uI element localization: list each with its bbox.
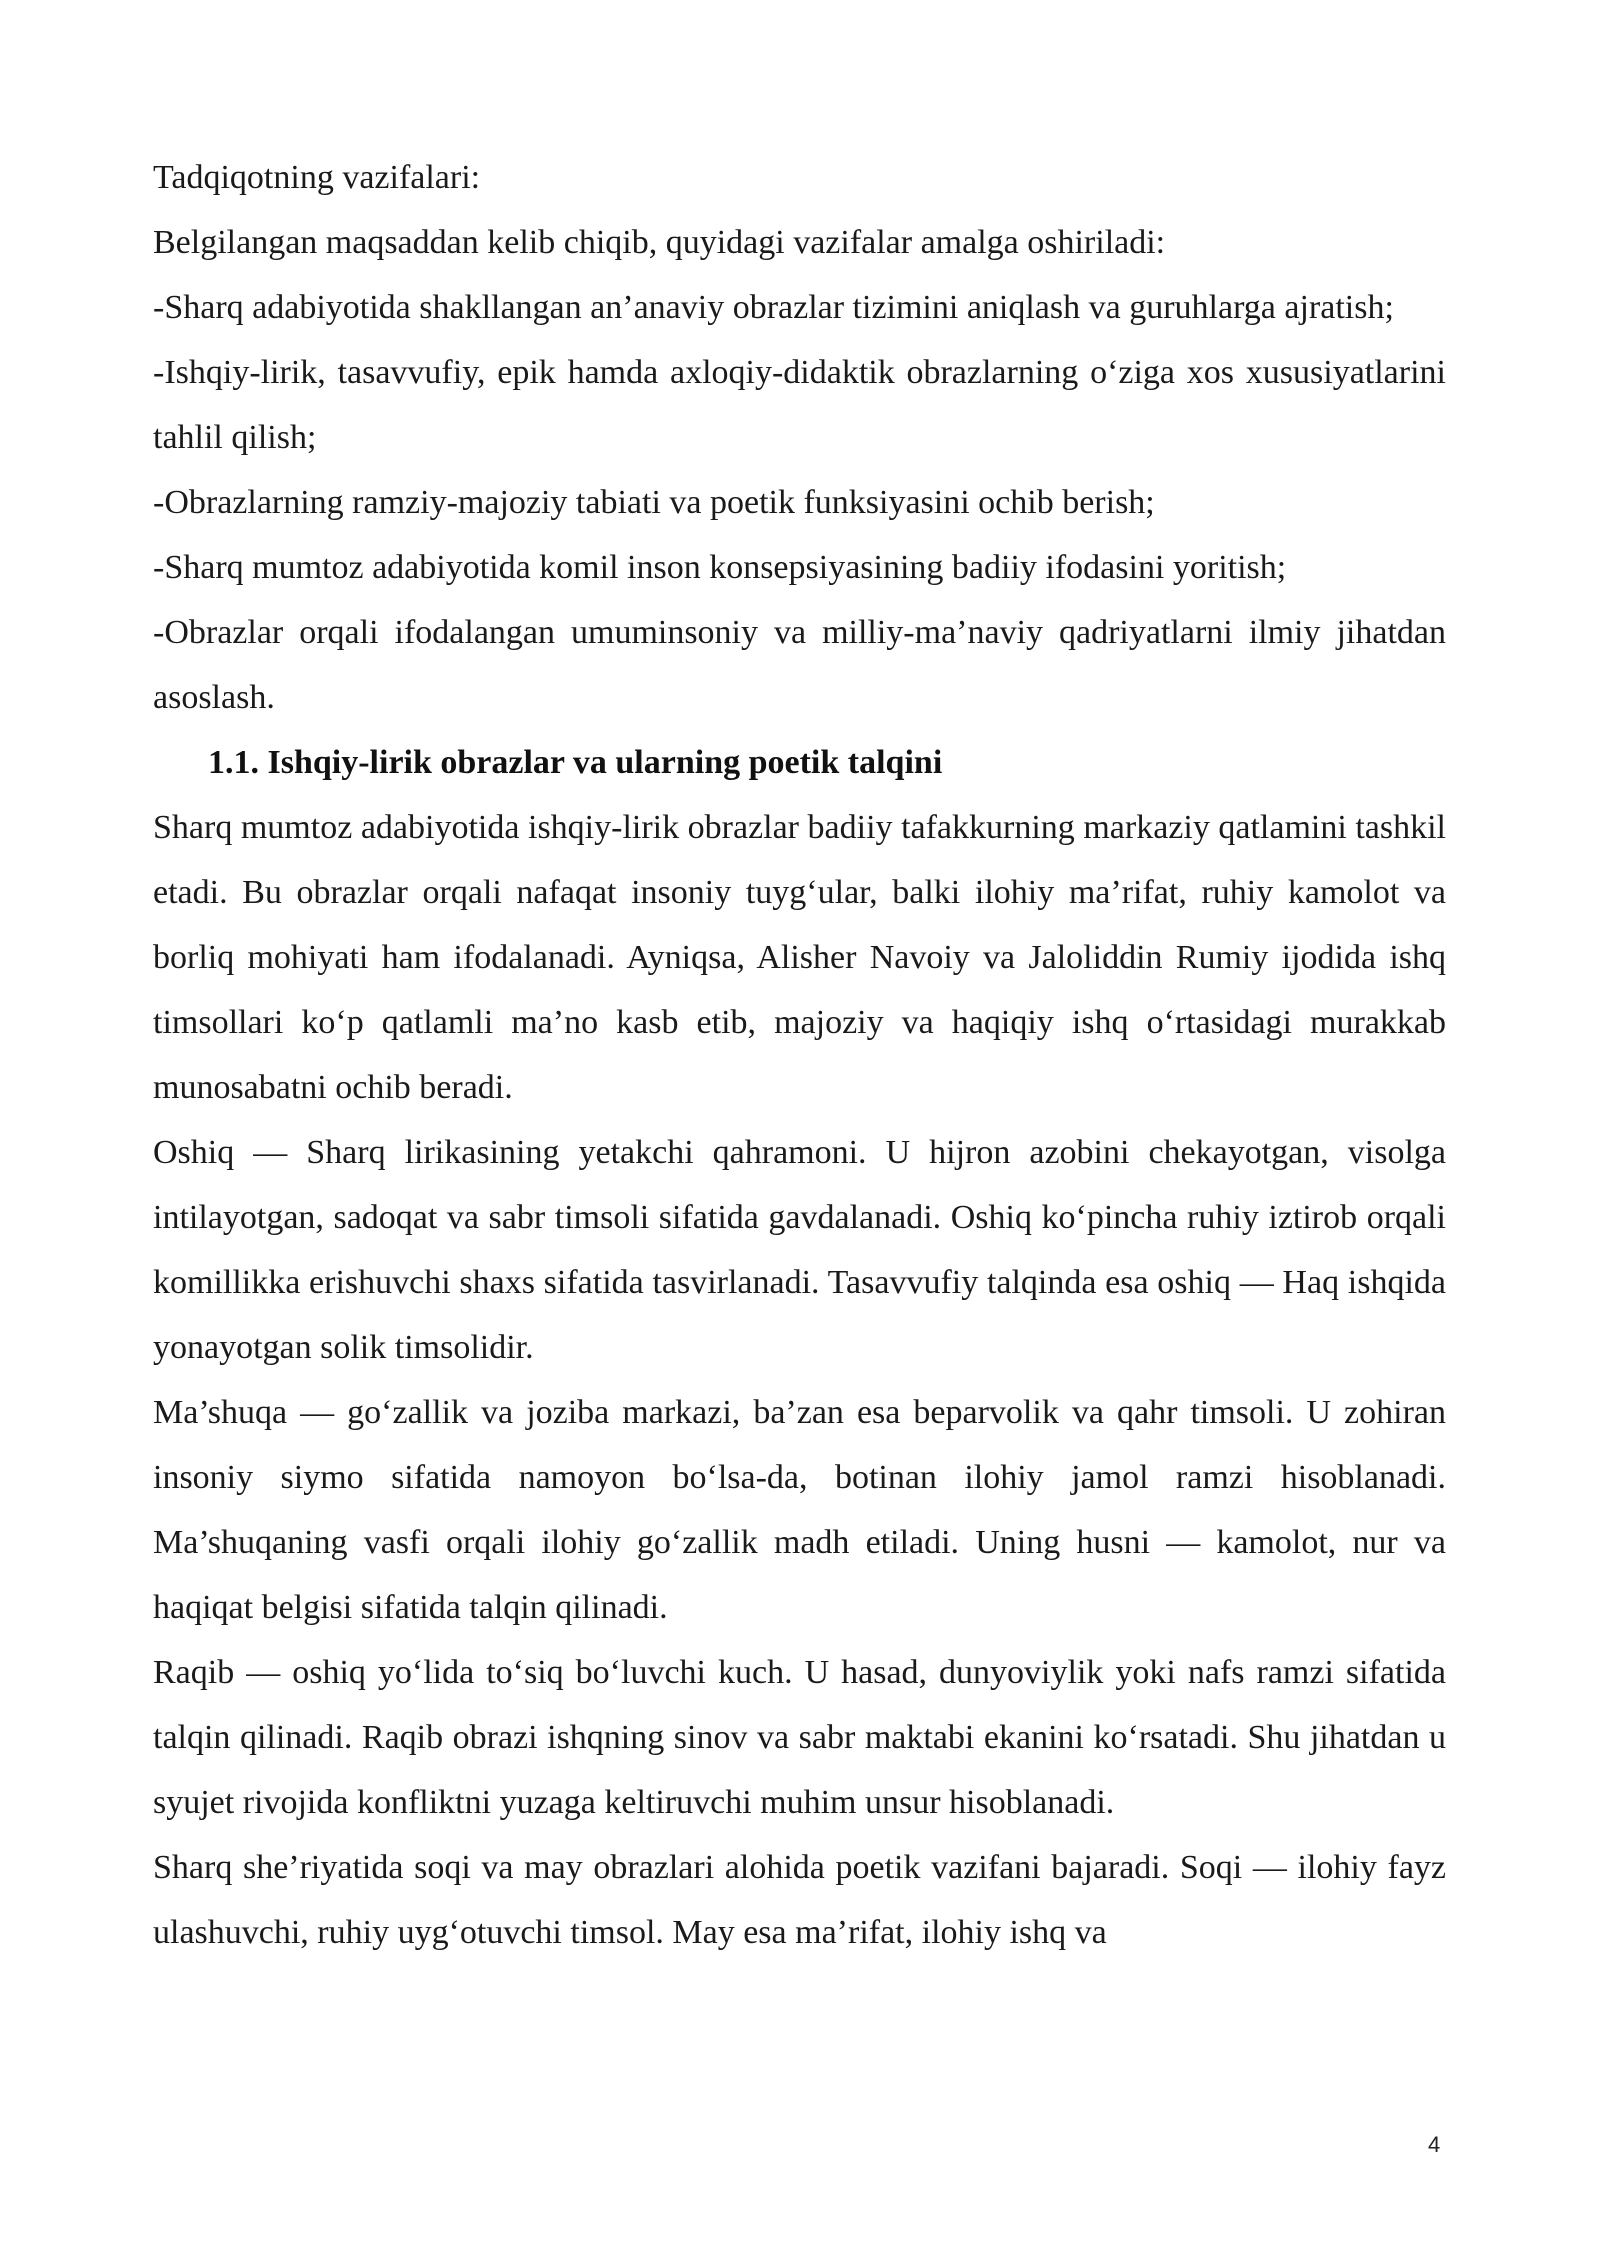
tasks-heading: Tadqiqotning vazifalari: [153, 159, 481, 196]
section-heading: 1.1. Ishqiy-lirik obrazlar va ularning poetik talqini [208, 744, 943, 781]
tasks-intro: Belgilangan maqsaddan kelib chiqib, quyidagi vazifalar amalga oshiriladi: [153, 224, 1166, 261]
body-paragraph-mashuqa: Ma’shuqa — go‘zallik va joziba markazi, ba’zan esa beparvolik va qahr timsoli. U zohiran insoniy siymo sifatida namoyon bo‘lsa-da, botinan ilohiy jamol ramzi hisoblanadi. Ma’shuqaning vasfi orqali ilohiy go‘zallik madh etiladi. Uning husni — kamolot, nur va haqiqat belgisi sifatida talqin qilinadi. [153, 1394, 1446, 1626]
body-paragraph-soqi-may: Sharq she’riyatida soqi va may obrazlari alohida poetik vazifani bajaradi. Soqi — ilohiy fayz ulashuvchi, ruhiy uyg‘otuvchi timsol. May esa ma’rifat, ilohiy ishq va [153, 1849, 1446, 1951]
body-paragraph-oshiq: Oshiq — Sharq lirikasining yetakchi qahramoni. U hijron azobini chekayotgan, visolga intilayotgan, sadoqat va sabr timsoli sifatida gavdalanadi. Oshiq ko‘pincha ruhiy iztirob orqali komillikka erishuvchi shaxs sifatida tasvirlanadi. Tasavvufiy talqinda esa oshiq — Haq ishqida yonayotgan solik timsolidir. [153, 1134, 1446, 1366]
task-item-2: -Ishqiy-lirik, tasavvufiy, epik hamda axloqiy-didaktik obrazlarning o‘ziga xos xususiyatlarini tahlil qilish; [153, 354, 1446, 456]
document-page [153, 145, 1446, 1965]
page-number: 4 [1428, 2132, 1441, 2157]
task-item-1: -Sharq adabiyotida shakllangan an’anaviy obrazlar tizimini aniqlash va guruhlarga ajratish; [153, 289, 1394, 326]
task-item-4: -Sharq mumtoz adabiyotida komil inson konsepsiyasining badiiy ifodasini yoritish; [153, 549, 1287, 586]
task-item-3: -Obrazlarning ramziy-majoziy tabiati va poetik funksiyasini ochib berish; [153, 484, 1155, 521]
task-item-5: -Obrazlar orqali ifodalangan umuminsoniy va milliy-ma’naviy qadriyatlarni ilmiy jihatdan asoslash. [153, 614, 1446, 716]
body-paragraph-raqib: Raqib — oshiq yo‘lida to‘siq bo‘luvchi kuch. U hasad, dunyoviylik yoki nafs ramzi sifatida talqin qilinadi. Raqib obrazi ishqning sinov va sabr maktabi ekanini ko‘rsatadi. Shu jihatdan u syujet rivojida konfliktni yuzaga keltiruvchi muhim unsur hisoblanadi. [153, 1654, 1446, 1821]
body-paragraph-intro: Sharq mumtoz adabiyotida ishqiy-lirik obrazlar badiiy tafakkurning markaziy qatlamini tashkil etadi. Bu obrazlar orqali nafaqat insoniy tuyg‘ular, balki ilohiy ma’rifat, ruhiy kamolot va borliq mohiyati ham ifodalanadi. Ayniqsa, Alisher Navoiy va Jaloliddin Rumiy ijodida ishq timsollari ko‘p qatlamli ma’no kasb etib, majoziy va haqiqiy ishq o‘rtasidagi murakkab munosabatni ochib beradi. [153, 809, 1446, 1106]
